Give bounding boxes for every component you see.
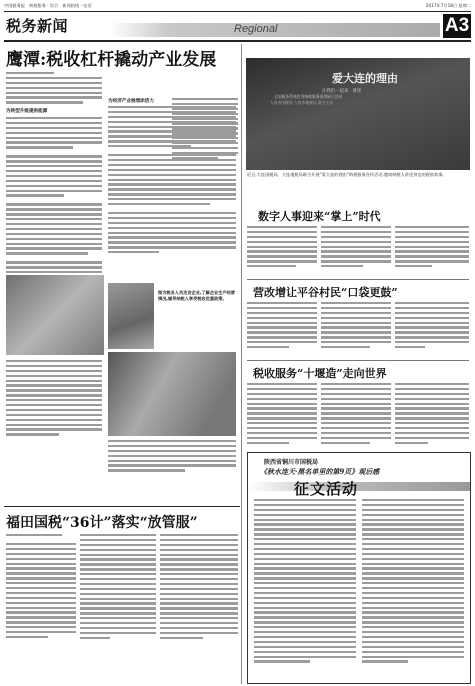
lead-photo-2: [108, 283, 154, 349]
story-2-col-1: [247, 302, 317, 348]
promo-line-3: 大连市国税局 大连市地税局 联合主办: [270, 100, 334, 105]
lead-column-1-lower: [6, 360, 102, 436]
story-2-col-3: [395, 302, 469, 348]
story-3-col-2: [321, 383, 391, 444]
promo-line-2: 全国税务系统优秀纳税服务案例展示活动: [274, 94, 343, 99]
story-divider-2: [247, 360, 469, 361]
page-number-badge: A3: [444, 15, 470, 36]
box-title: 《秋水连天·黑名单里的第9页》观后感: [260, 467, 380, 476]
top-bar-left: 中国税务报 纳税服务 · 综合 新闻热线 · 电话: [4, 3, 92, 8]
story-1-col-1: [247, 226, 317, 267]
lead-headline: 鹰潭:税收杠杆撬动产业发展: [6, 50, 217, 70]
top-rule: [4, 11, 471, 12]
story-2-col-2: [321, 302, 391, 348]
box-organizer: 陕西省铜川市国税局: [264, 459, 319, 466]
promo-photo: [246, 58, 470, 170]
lead-subhead-1: 为转型升级提供能源: [6, 109, 48, 114]
lead-column-3: [172, 98, 238, 159]
section-title: 税务新闻: [6, 17, 69, 35]
box-contest-label: 征文活动: [294, 480, 359, 498]
lead-byline: [6, 72, 102, 104]
story-1-headline: 数字人事迎来“掌上”时代: [258, 210, 381, 223]
section-english-title: Regional: [234, 23, 278, 35]
story-3-col-1: [247, 383, 317, 444]
lead-photo-3: [108, 352, 236, 436]
bottom-left-rule: [4, 506, 240, 507]
promo-title: 爱大连的理由: [332, 72, 398, 85]
story-divider-1: [247, 279, 469, 280]
top-bar-date: 2017年7月18日 星期二: [425, 3, 471, 8]
lead-photo-caption: 图为税务人员走访企业,了解企业生产经营情况,辅导纳税人享受税收优惠政策。: [158, 290, 235, 301]
box-band: [248, 482, 470, 491]
story-1-col-2: [321, 226, 391, 267]
promo-caption: 近日,大连国税局、大连地税局联合开展“爱大连的理由”纳税服务宣传活动,邀请纳税人讲述身边的税收故事。: [247, 172, 447, 177]
column-divider: [241, 44, 242, 684]
section-masthead: [4, 13, 471, 39]
lead-subhead-2: 为经济产业链增添活力: [108, 99, 154, 104]
promo-line-1: 让我们一起来 · 讲述: [322, 89, 362, 94]
lead-photo-1: [6, 275, 104, 355]
bottom-left-col-2: [80, 534, 156, 639]
bottom-left-headline: 福田国税“36计”落实“放管服”: [6, 515, 198, 531]
essay-contest-box: [247, 452, 471, 684]
box-col-1: [254, 499, 356, 663]
bottom-left-col-1: [6, 534, 76, 638]
story-3-col-3: [395, 383, 469, 444]
story-1-col-3: [395, 226, 469, 267]
story-2-headline: 营改增让平谷村民“口袋更鼓”: [253, 286, 398, 299]
masthead-rule: [4, 40, 471, 42]
lead-column-2-lower: [108, 440, 236, 472]
story-3-headline: 税收服务“十堰造”走向世界: [253, 367, 387, 380]
box-col-2: [362, 499, 464, 663]
bottom-left-col-3: [160, 534, 238, 639]
